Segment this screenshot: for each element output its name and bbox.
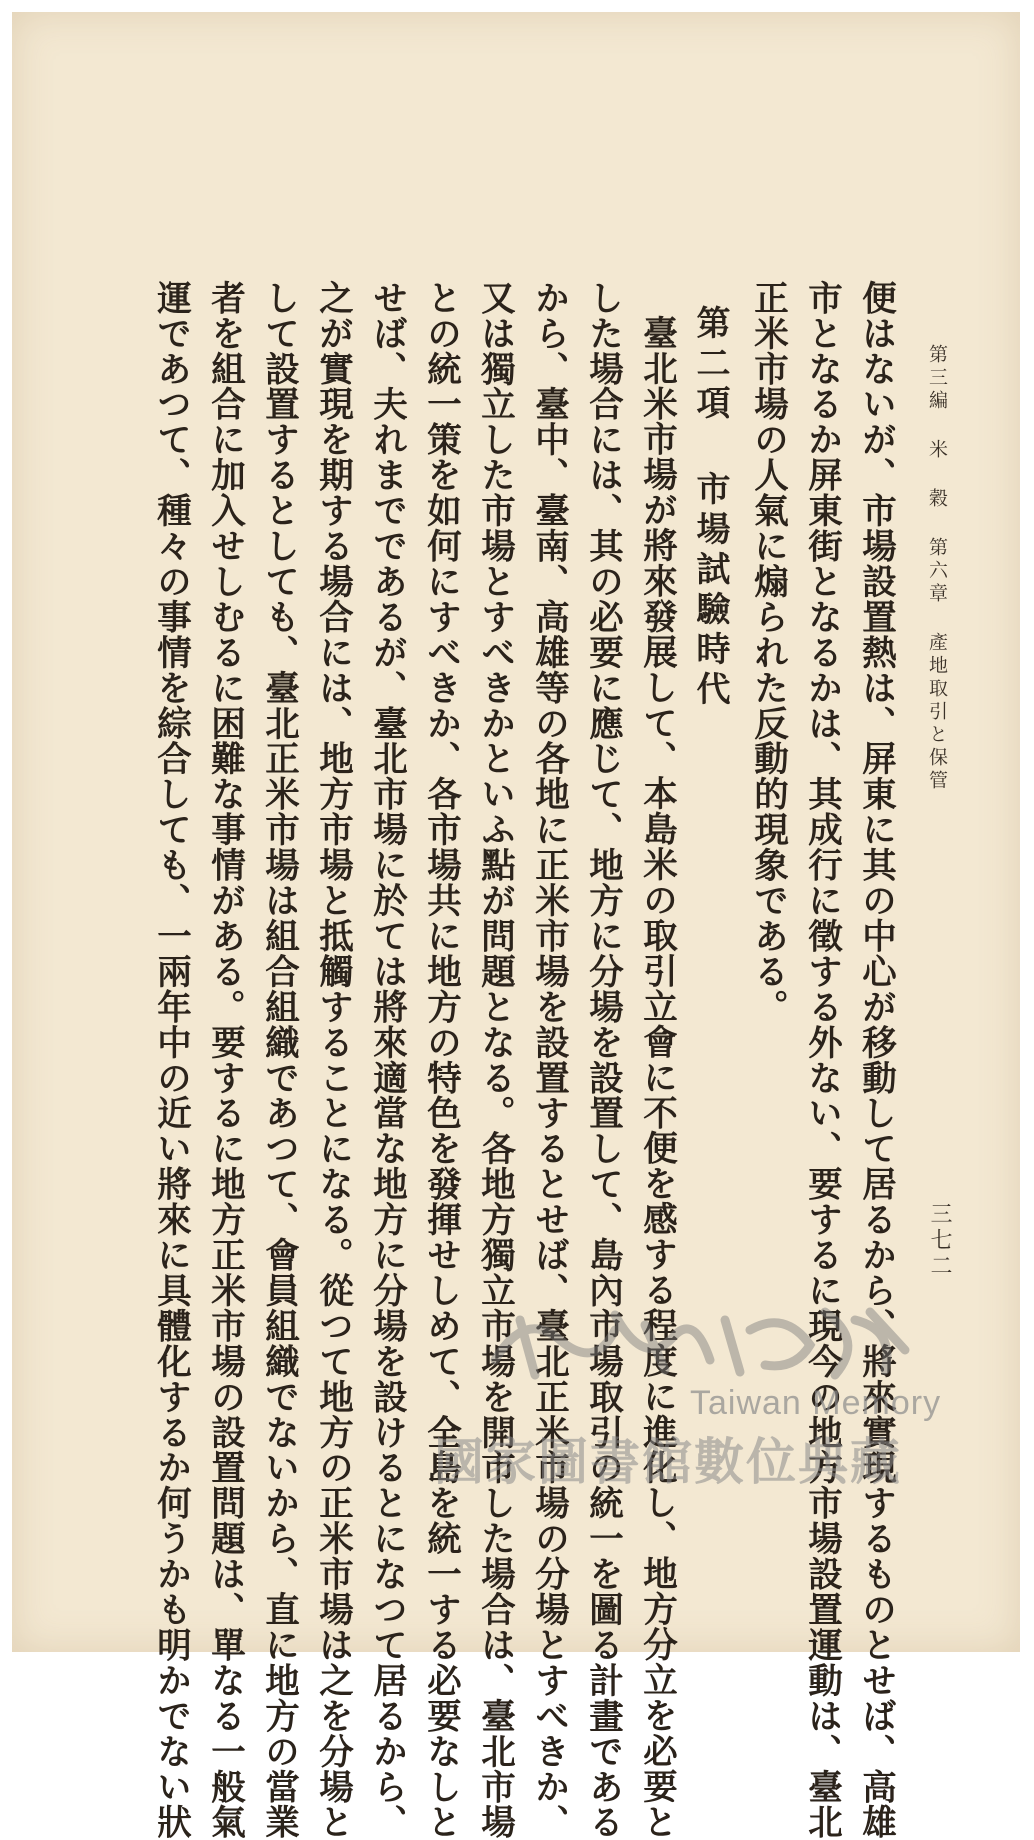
- text-line-10: 之が實現を期する場合には、地方市場と抵觸することになる。從つて地方の正米市場は之を分場と: [312, 280, 353, 1840]
- text-line-12: 者を組合に加入せしむるに困難な事情がある。要するに地方正米市場の設置問題は、單なる一般氣: [204, 280, 245, 1840]
- running-header: 第三編 米 穀 第六章 產地取引と保管: [926, 344, 948, 793]
- text-line-4: 臺北米市場が將來發展して、本島米の取引立會に不便を感する程度に進化し、地方分立を必要と: [636, 315, 677, 1840]
- text-line-11: して設置するとしても、臺北正米市場は組合組織であつて、會員組織でないから、直に地方の當業: [258, 280, 299, 1840]
- text-line-2: 市となるか屏東街となるかは、其成行に徵する外ない、要するに現今の地方市場設置運動は、臺北: [801, 280, 842, 1840]
- text-line-8: との統一策を如何にすべきか、各市場共に地方の特色を發揮せしめて、全島を統一する必要なしと: [420, 280, 461, 1840]
- page-number: 三七二: [927, 1202, 952, 1280]
- watermark-chinese: 國家圖書館數位典藏: [434, 1433, 902, 1491]
- text-line-6: から、臺中、臺南、高雄等の各地に正米市場を設置するとせば、臺北正米市場の分場とすべきか、: [528, 280, 569, 1840]
- text-line-9: せば、夫れまでであるが、臺北市場に於ては將來適當な地方に分場を設けるとになつて居るから、: [366, 280, 407, 1840]
- text-line-7: 又は獨立した市場とすべきかといふ點が問題となる。各地方獨立市場を開市した場合は、臺北市場: [474, 280, 515, 1840]
- text-line-3: 正米市場の人氣に煽られた反動的現象である。: [747, 280, 788, 1025]
- section-heading: 第二項 市場試驗時代: [690, 305, 730, 711]
- text-line-5: した場合には、其の必要に應じて、地方に分場を設置して、島內市場取引の統一を圖る計畫である: [582, 280, 623, 1840]
- taiwan-memory-watermark-logo: [475, 1300, 915, 1382]
- text-line-1: 便はないが、市場設置熱は、屏東に其の中心が移動して居るから、將來實現するものとせば、高雄: [855, 280, 896, 1840]
- watermark-english: Taiwan Memory: [690, 1384, 942, 1422]
- text-line-13: 運であつて、種々の事情を綜合しても、一兩年中の近い將來に具體化するか何うかも明かでない狀: [150, 280, 191, 1840]
